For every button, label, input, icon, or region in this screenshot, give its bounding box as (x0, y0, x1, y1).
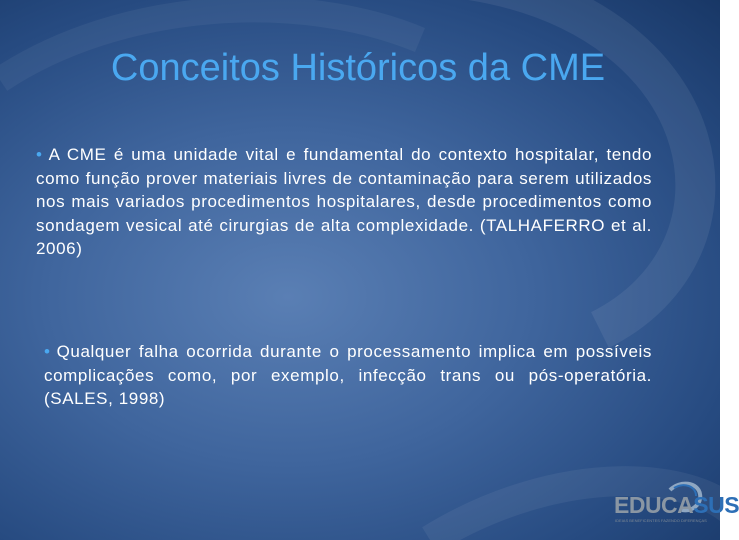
slide-title: Conceitos Históricos da CME (110, 47, 606, 89)
logo-wordmark: EDUCASUS (614, 492, 739, 518)
paragraph-text: A CME é uma unidade vital e fundamental do contexto hospitalar, tendo como função prover materiais livres de contaminação para serem utilizados nos mais variados procedimentos hospitalares, desde procedimentos como sondagem vesical até cirurgias de alta complexidade. (TALHAFERRO et al. 2006) (36, 145, 652, 258)
logo-tagline: IDEIAS BENEFICENTES FAZENDO DIFERENÇAS (615, 518, 707, 523)
bullet-icon: • (36, 145, 43, 164)
bullet-icon: • (44, 342, 51, 361)
bullet-paragraph-1 (36, 143, 652, 261)
educasus-logo (612, 478, 739, 528)
paragraph-text: Qualquer falha ocorrida durante o processamento implica em possíveis complicações como, por exemplo, infecção trans ou pós-operatória. (SALES, 1998) (44, 342, 652, 408)
bullet-paragraph-2 (44, 340, 652, 411)
